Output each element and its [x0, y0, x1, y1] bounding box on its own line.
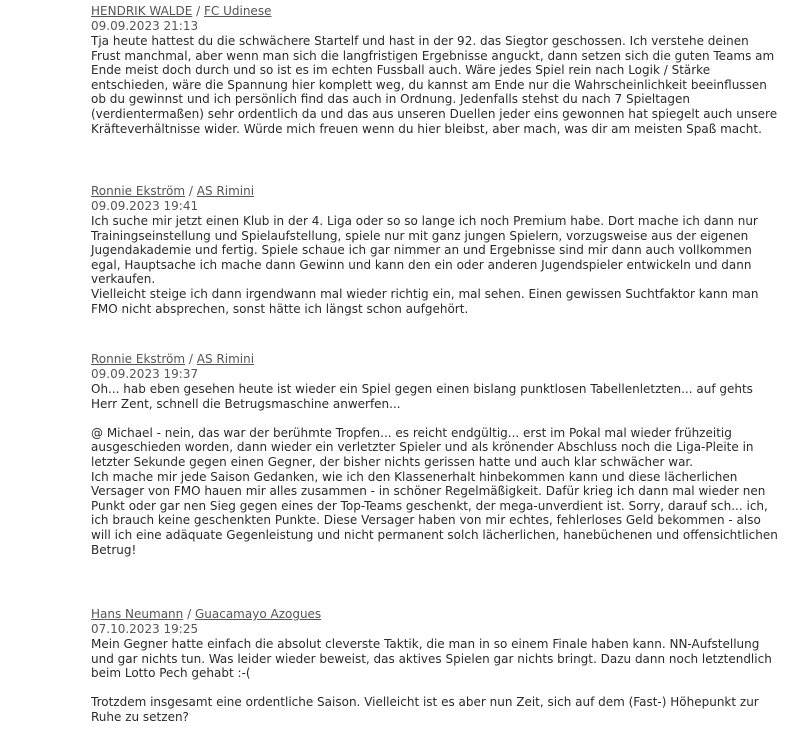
post-header	[91, 4, 781, 19]
post-header	[91, 184, 781, 199]
post-paragraph: Mein Gegner hatte einfach die absolut cleverste Taktik, die man in so einem Finale haben kann. NN-Aufstellung und gar nichts tun. Was leider wieder beweist, das aktives Spielen gar nichts bringt. Dazu dann noch letztendlich beim Lotto Pech gehabt :-(	[91, 637, 772, 681]
post-paragraph: @ Michael - nein, das war der berühmte Tropfen... es reicht endgültig... erst im Pokal mal wieder frühzeitig ausgeschieden worden, dann wieder ein verletzter Spieler und als krönender Abschluss noch die Liga-Pleite in letzter Sekunde gegen einen Gegner, der bisher nichts gerissen hatte und auch klar schwächer war. Ich mache mir jede Saison Gedanken, wie ich den Klassenerhalt hinbekommen kann und diese lächerlichen Versager von FMO hauen mir alles zusammen - in schöner Regelmäßigkeit. Dafür krieg ich dann mal wieder nen Punkt oder gar nen Sieg gegen eines der Top-Teams geschenkt, der mega-unverdient ist. Sorry, darauf sch... ich, ich brauch keine geschenkten Punkte. Diese Versager haben von mir echtes, fehlerloses Geld bekommen - also will ich eine adäquate Gegenleistung und nicht permanent solch lächerlichen, hanebüchenen und offensichtlichen Betrug!	[91, 425, 778, 557]
club-link[interactable]: Guacamayo Azogues	[194, 607, 322, 621]
post-body	[91, 34, 781, 136]
comment-feed	[91, 4, 781, 725]
club-link[interactable]: AS Rimini	[196, 184, 255, 198]
post-paragraph: Tja heute hattest du die schwächere Startelf und hast in der 92. das Siegtor geschossen. Ich verstehe deinen Frust manchmal, aber wenn man sich die langfristigen Ergebnisse anguckt, dann setzen sich die guten Teams am Ende meist doch durch und so ist es im echten Fussball auch. Wäre jedes Spiel rein nach Logik / Stärke entschieden, wäre die Spannung hier komplett weg, du kannst am Ende nur die Wahrscheinlichkeit beeinflussen ob du gewinnst und ich persönlich find das auch in Ordnung. Jedenfalls stehst du nach 7 Spieltagen (verdientermaßen) sehr ordentlich da und das aus unseren Duellen jeder eins gewonnen hat spiegelt auch unsere Kräfteverhältnisse wider. Würde mich freuen wenn du hier bleibst, aber mach, was dir am meisten Spaß macht.	[91, 34, 778, 136]
post-timestamp: 07.10.2023 19:25	[91, 622, 199, 636]
club-link[interactable]: AS Rimini	[196, 352, 255, 366]
author-club-separator: /	[187, 607, 195, 621]
post-paragraph: Ich suche mir jetzt einen Klub in der 4. Liga oder so so lange ich noch Premium habe. Dort mache ich dann nur Trainingseinstellung und Spielaufstellung, spiele nur mit ganz jungen Spielern, vorzugsweise aus der eigenen Jugendakademie und fertig. Spiele schaue ich gar nimmer an und Ergebnisse sind mir dann auch vollkommen egal, Hauptsache ich mache dann Gewinn und kann den ein oder anderen Jugendspieler entwickeln und dann verkaufen. Vielleicht steige ich dann irgendwann mal wieder richtig ein, mal sehen. Einen gewissen Suchtfaktor kann man FMO nicht absprechen, sonst hätte ich längst schon aufgehört.	[91, 214, 759, 316]
post-body	[91, 382, 781, 557]
author-link[interactable]: Hans Neumann	[91, 607, 184, 621]
post-header	[91, 607, 781, 622]
post-timestamp: 09.09.2023 19:37	[91, 367, 199, 381]
paragraph-spacer	[91, 411, 781, 426]
post-body	[91, 637, 781, 725]
author-club-separator: /	[188, 184, 197, 198]
author-club-separator: /	[196, 4, 204, 18]
club-link[interactable]: FC Udinese	[204, 4, 272, 18]
author-link[interactable]: Ronnie Ekström	[91, 352, 186, 366]
post-body	[91, 214, 781, 316]
post-paragraph: Trotzdem insgesamt eine ordentliche Saison. Vielleicht ist es aber nun Zeit, sich auf dem (Fast-) Höhepunkt zur Ruhe zu setzen?	[91, 695, 759, 724]
paragraph-spacer	[91, 681, 781, 696]
post-paragraph: Oh... hab eben gesehen heute ist wieder ein Spiel gegen einen bislang punktlosen Tabellenletzten... auf gehts Herr Zent, schnell die Betrugsmaschine anwerfen...	[91, 382, 753, 411]
comment-post	[91, 4, 781, 184]
comment-post	[91, 184, 781, 352]
comment-post	[91, 607, 781, 725]
author-link[interactable]: Ronnie Ekström	[91, 184, 186, 198]
comment-post	[91, 352, 781, 607]
post-timestamp: 09.09.2023 19:41	[91, 199, 199, 213]
author-club-separator: /	[188, 352, 197, 366]
post-timestamp: 09.09.2023 21:13	[91, 19, 199, 33]
post-header	[91, 352, 781, 367]
author-link[interactable]: HENDRIK WALDE	[91, 4, 193, 18]
